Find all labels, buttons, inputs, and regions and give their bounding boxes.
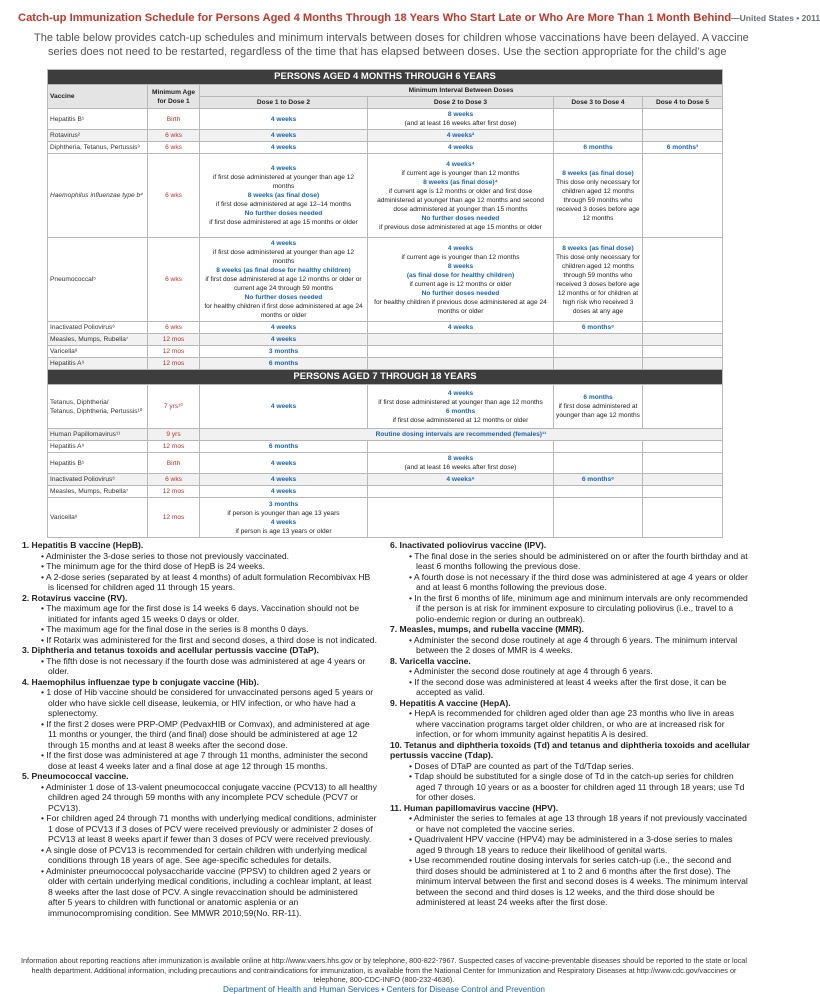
footnote-bullet: • Use recommended routine dosing intervals for series catch-up (i.e., the second and third doses should be administered at 1 to 2 and 6 months after the first dose). The minimum interval between the first and second doses is 4 weeks. The minimum interval between the second and third doses is 12 weeks, and the third dose should be administered at least 24 weeks after the first dose. xyxy=(409,855,748,907)
footnote-bullet: • Administer the 3-dose series to those not previously vaccinated. xyxy=(41,550,290,561)
footnote-bullet: • HepA is recommended for children aged older than age 23 months who live in areas where vaccination programs target older children, or who are at increased risk for infection, or for whom immunity against hepatitis A is desired. xyxy=(409,708,734,739)
bullet-icon: • xyxy=(41,603,47,613)
table-row: Inactivated Poliovirus⁶ 6 wks 4 weeks 4 weeks 6 months⁶ xyxy=(48,322,723,334)
section-header-7-18yr: PERSONS AGED 7 THROUGH 18 YEARS xyxy=(48,370,723,385)
bullet-icon: • xyxy=(41,624,47,634)
col-dose3-4: Dose 3 to Dose 4 xyxy=(554,97,643,109)
footnote-bullet: • If the first dose was administered at age 7 through 11 months, administer the second dose at least 4 weeks later and a final dose at age 12 through 15 months. xyxy=(41,750,368,771)
bullet-icon: • xyxy=(409,760,415,771)
footnote-bullet: • If Rotarix was administered for the first and second doses, a third dose is not indicated. xyxy=(41,634,377,645)
page-footer xyxy=(20,956,748,994)
bullet-icon: • xyxy=(41,781,46,792)
table-row: Human Papillomavirus¹¹ 9 yrs Routine dosing intervals are recommended (females)¹¹ xyxy=(48,429,723,441)
bullet-icon: • xyxy=(41,750,47,760)
footnote-bullet: • Doses of DTaP are counted as part of the Td/Tdap series. xyxy=(409,760,634,771)
bullet-icon: • xyxy=(409,813,414,823)
table-row: Measles, Mumps, Rubella⁷ 12 mos 4 weeks xyxy=(48,486,723,498)
table-row: Hepatitis B¹ Birth 4 weeks 8 weeks (and at least 16 weeks after first dose) xyxy=(48,109,723,130)
intro-line-1: The table below provides catch-up schedules and minimum intervals between doses for children whose vaccinations have been delayed. A vaccine xyxy=(34,32,749,44)
footnote-heading: 4. Haemophilus influenzae type b conjugate vaccine (Hib). xyxy=(22,676,259,687)
catch-up-table xyxy=(47,69,723,538)
bullet-icon: • xyxy=(41,865,46,876)
footer-department: Department of Health and Human Services • Centers for Disease Control and Prevention xyxy=(223,984,545,994)
footnote-bullet: • If the second dose was administered at least 4 weeks after the first dose, it can be accepted as valid. xyxy=(409,676,727,697)
footnote-heading: 8. Varicella vaccine. xyxy=(390,655,471,666)
col-min-age: Minimum Age for Dose 1 xyxy=(148,85,200,109)
col-min-interval: Minimum Interval Between Doses xyxy=(200,85,723,97)
table-row: Inactivated Poliovirus⁶ 6 wks 4 weeks 4 weeks⁶ 6 months⁶ xyxy=(48,474,723,486)
bullet-icon: • xyxy=(41,844,46,855)
bullet-icon: • xyxy=(409,855,415,865)
footnote-heading: 1. Hepatitis B vaccine (HepB). xyxy=(22,540,144,550)
footnote-bullet: • For children aged 24 through 71 months with underlying medical conditions, administer 1 dose of PCV13 if 3 doses of PCV were received previously or administer 2 doses of PCV13 at least 8 weeks apart if fewer than 3 doses of PCV were received previously. xyxy=(41,813,377,844)
footnote-bullet: • The maximum age for the first dose is 14 weeks 6 days. Vaccination should not be initiated for infants aged 15 weeks 0 days or older. xyxy=(41,603,359,624)
footnote-bullet: • Tdap should be substituted for a single dose of Td in the catch-up series for children aged 7 through 10 years or as a booster for children aged 11 through 18 years; use Td for other doses. xyxy=(409,771,745,802)
table-row: Varicella⁸ 12 mos 3 months if person is younger than age 13 years 4 weeks if person is age 13 years or older xyxy=(48,498,723,538)
bullet-icon: • xyxy=(41,571,46,582)
bullet-icon: • xyxy=(409,571,414,582)
footnote-bullet: • Administer the second dose routinely at age 4 through 6 years. xyxy=(409,666,653,676)
table-row: Diphtheria, Tetanus, Pertussis³ 6 wks 4 weeks 4 weeks 6 months 6 months³ xyxy=(48,142,723,154)
column-header-row xyxy=(48,85,723,97)
footnote-heading: 2. Rotavirus vaccine (RV). xyxy=(22,592,128,603)
footnote-heading: 6. Inactivated poliovirus vaccine (IPV). xyxy=(390,540,547,550)
footnote-bullet: • A single dose of PCV13 is recommended for certain children with underlying medical conditions through 18 years of age. See age-specific schedules for details. xyxy=(41,844,367,865)
table-row: Pneumococcal⁵ 6 wks 4 weeks if first dose administered at younger than age 12 months 8 weeks (as final dose for healthy children) if first dose administered at age 12 months or older or current age 24 through 59 months No further doses needed for healthy children if first dose administered at age 24 months or older 4 weeks if current age is younger than 12 months 8 weeks (as final dose for healthy children) if current age is 12 months or older No further doses needed for healthy children if previous dose administered at age 24 months or older 8 weeks (as final dose) This dose only necessary for children aged 12 months through 59 months who received 3 doses before age 12 months or for children at high risk who received 3 doses at any age xyxy=(48,238,723,322)
col-dose4-5: Dose 4 to Dose 5 xyxy=(643,97,723,109)
col-vaccine: Vaccine xyxy=(48,85,148,109)
footnote-heading: 5. Pneumococcal vaccine. xyxy=(22,771,129,781)
footnote-bullet: • 1 dose of Hib vaccine should be considered for unvaccinated persons aged 5 years or older who have sickle cell disease, leukemia, or HIV infection, or who have had a splenectomy. xyxy=(41,687,374,718)
bullet-icon: • xyxy=(409,634,414,645)
bullet-icon: • xyxy=(409,708,415,718)
table-row: Hepatitis B¹ Birth 4 weeks 8 weeks (and at least 16 weeks after first dose) xyxy=(48,453,723,474)
footnote-bullet: • A fourth dose is not necessary if the third dose was administered at age 4 years or older and at least 6 months following the previous dose. xyxy=(409,571,748,592)
footnote-bullet: • Administer the second dose routinely at age 4 through 6 years. The minimum interval between the 2 doses of MMR is 4 weeks. xyxy=(409,634,738,655)
footnote-bullet: • In the first 6 months of life, minimum age and minimum intervals are only recommended if the person is at risk for imminent exposure to circulating poliovirus (i.e., travel to a polio-endemic region or during an outbreak). xyxy=(409,592,748,624)
footnote-bullet: • The maximum age for the final dose in the series is 8 months 0 days. xyxy=(41,624,309,634)
table-row: Hepatitis A⁹ 12 mos 6 months xyxy=(48,441,723,453)
bullet-icon: • xyxy=(41,655,47,666)
footnote-bullet: • If the first 2 doses were PRP-OMP (PedvaxHIB or Comvax), and administered at age 11 months or younger, the third (and final) dose should be administered at age 12 through 15 months and at least 8 weeks after the second dose. xyxy=(41,718,370,750)
table-row: Rotavirus² 6 wks 4 weeks 4 weeks² xyxy=(48,130,723,142)
footnote-bullet: • Administer the series to females at age 13 through 18 years if not previously vaccinated or have not completed the vaccine series. xyxy=(409,813,747,834)
col-dose2-3: Dose 2 to Dose 3 xyxy=(368,97,554,109)
bullet-icon: • xyxy=(409,834,415,844)
table-row: Haemophilus influenzae type b⁴ 6 wks 4 weeks if first dose administered at younger than age 12 months 8 weeks (as final dose) if first dose administered at age 12–14 months No further doses needed if first dose administered at age 15 months or older 4 weeks⁴ if current age is younger than 12 months 8 weeks (as final dose)⁴ if current age is 12 months or older and first dose administered at younger than age 12 months and second dose administered at younger than 15 months No further doses needed if previous dose administered at age 15 months or older 8 weeks (as final dose) This dose only necessary for children aged 12 months through 59 months who received 3 doses before age 12 months xyxy=(48,154,723,238)
bullet-icon: • xyxy=(409,666,414,676)
footer-info: Information about reporting reactions after immunization is available online at http://www.vaers.hhs.gov or by telephone, 800-822-7967. Suspected cases of vaccine-preventable diseases should be reported to the state or local health department. Additional information, including precautions and contraindications for immunization, is available from the National Center for Immunization and Respiratory Diseases at http://www.cdc.gov/vaccines or telephone, 800-CDC-INFO (800-232-4636). xyxy=(20,956,748,984)
bullet-icon: • xyxy=(41,813,47,823)
footnote-heading: 9. Hepatitis A vaccine (HepA). xyxy=(390,697,511,708)
table-row: Hepatitis A⁹ 12 mos 6 months xyxy=(48,358,723,370)
footnote-heading: 10. Tetanus and diphtheria toxoids (Td) and tetanus and diphtheria toxoids and acellular pertussis vaccine (Tdap). xyxy=(390,739,750,760)
bullet-icon: • xyxy=(409,676,415,687)
footnote-heading: 3. Diphtheria and tetanus toxoids and acellular pertussis vaccine (DTaP). xyxy=(22,645,319,655)
bullet-icon: • xyxy=(41,634,47,645)
footnote-bullet: • Administer pneumococcal polysaccharide vaccine (PPSV) to children aged 2 years or older with certain underlying medical conditions, including a cochlear implant, at least 8 weeks after the last dose of PCV. A single revaccination should be administered after 5 years to children with functional or anatomic asplenia or an immunocompromising condition. See MMWR 2010;59(No. RR-11). xyxy=(41,865,372,918)
footnote-bullet: • Administer 1 dose of 13-valent pneumococcal conjugate vaccine (PCV13) to all healthy children aged 24 through 59 months with any incomplete PCV schedule (PCV7 or PCV13). xyxy=(41,781,377,813)
bullet-icon: • xyxy=(41,561,47,571)
bullet-icon: • xyxy=(409,550,415,561)
bullet-icon: • xyxy=(409,771,415,781)
footnotes-right xyxy=(390,540,750,908)
footnote-heading: 11. Human papillomavirus vaccine (HPV). xyxy=(390,802,559,813)
bullet-icon: • xyxy=(41,550,46,561)
intro-line-2: series does not need to be restarted, regardless of the time that has elapsed between doses. Use the section appropriate for the child’s age xyxy=(48,46,727,58)
bullet-icon: • xyxy=(41,687,47,697)
footnote-bullet: • A 2-dose series (separated by at least 4 months) of adult formulation Recombivax HB is licensed for children aged 11 through 15 years. xyxy=(41,571,371,592)
bullet-icon: • xyxy=(41,718,47,729)
footnote-bullet: • Quadrivalent HPV vaccine (HPV4) may be administered in a 3-dose series to males aged 9 through 18 years to reduce their likelihood of genital warts. xyxy=(409,834,733,855)
bullet-icon: • xyxy=(409,592,415,603)
table-row: Tetanus, Diphtheria/ Tetanus, Diphtheria, Pertussis¹⁰ 7 yrs¹⁰ 4 weeks 4 weeks if first dose administered at younger than age 12 months 6 months if first dose administered at 12 months or older 6 months if first dose administered at younger than age 12 months xyxy=(48,385,723,429)
page-title: Catch-up Immunization Schedule for Persons Aged 4 Months Through 18 Years Who Start Late or Who Are More Than 1 Month Behind—United States • 2011 xyxy=(18,12,820,24)
title-suffix: —United States • 2011 xyxy=(731,13,820,23)
col-dose1-2: Dose 1 to Dose 2 xyxy=(200,97,368,109)
footnote-heading: 7. Measles, mumps, and rubella vaccine (MMR). xyxy=(390,624,584,634)
intro-text xyxy=(34,31,756,59)
table-row: Measles, Mumps, Rubella⁷ 12 mos 4 weeks xyxy=(48,334,723,346)
table-row: Varicella⁸ 12 mos 3 months xyxy=(48,346,723,358)
footnote-bullet: • The fifth dose is not necessary if the fourth dose was administered at age 4 years or older. xyxy=(41,655,366,676)
section-header-4mo-6yr: PERSONS AGED 4 MONTHS THROUGH 6 YEARS xyxy=(48,70,723,85)
footnote-bullet: • The minimum age for the third dose of HepB is 24 weeks. xyxy=(41,561,266,571)
footnote-bullet: • The final dose in the series should be administered on or after the fourth birthday and at least 6 months following the previous dose. xyxy=(409,550,748,571)
footnotes-left xyxy=(22,540,377,918)
